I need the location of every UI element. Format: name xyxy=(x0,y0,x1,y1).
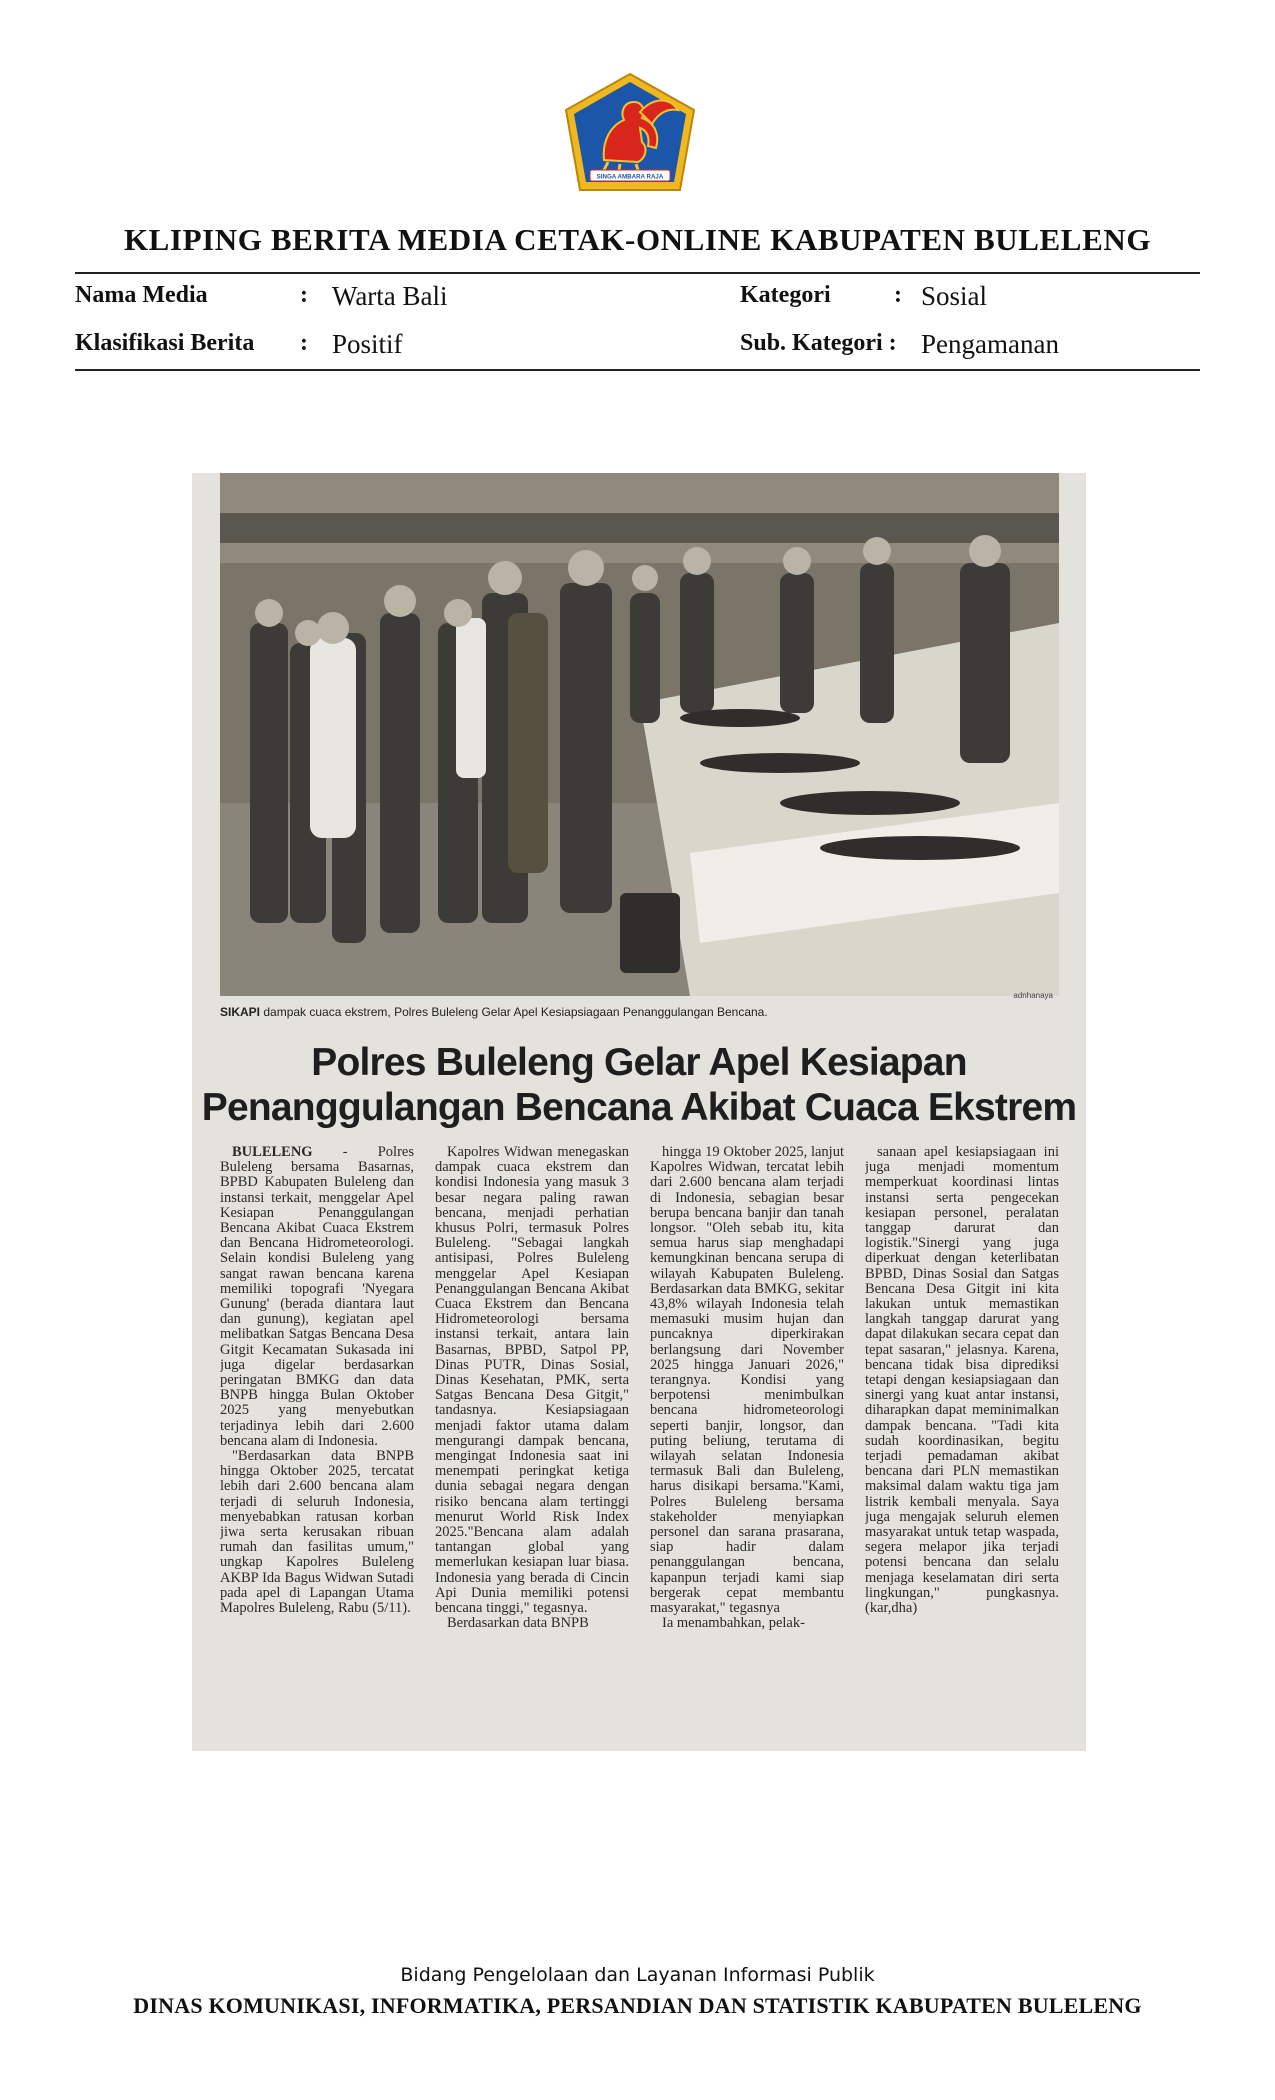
klasifikasi-value: Positif xyxy=(332,329,403,359)
apel-photo xyxy=(220,473,1059,996)
header-rule-top xyxy=(75,272,1200,274)
article-column-4 xyxy=(865,1145,1059,1745)
svg-text:SINGA AMBARA RAJA: SINGA AMBARA RAJA xyxy=(596,173,664,181)
article-column-3 xyxy=(650,1145,844,1745)
article-paragraph: Ia menambahkan, pelak- xyxy=(662,1615,805,1632)
footer-bidang: Bidang Pengelolaan dan Layanan Informasi Publik xyxy=(400,1964,875,1986)
article-paragraph: "Berdasarkan data BNPB hingga Oktober 2025, tercatat lebih dari 2.600 bencana alam terjadi di seluruh Indonesia, menyebabkan ratusan korban jiwa serta kerusakan ribuan rumah dan fasilitas umum," ungkap Kapolres Buleleng AKBP Ida Bagus Widwan Sutadi pada apel di Lapangan Utama Mapolres Buleleng, Rabu (5/11). xyxy=(220,1448,414,1617)
article-column-2 xyxy=(435,1145,629,1745)
kategori-value: Sosial xyxy=(921,281,988,311)
article-paragraph: sanaan apel kesiapsiagaan ini juga menjadi momentum memperkuat koordinasi lintas instansi serta pengecekan kesiapan personel, peralatan tanggap darurat dan logistik."Sinergi yang juga diperkuat dengan keterlibatan BPBD, Dinas Sosial dan Satgas Bencana Desa Gitgit ini kita lakukan untuk memastikan langkah tanggap darurat yang dapat dilakukan secara cepat dan tepat sasaran," jelasnya. Karena, bencana tidak bisa diprediksi tetapi dengan kesiapsiagaan dan sinergi yang kuat antar instansi, diharapkan dapat meminimalkan dampak bencana. "Tadi kita sudah koordinasikan, begitu terjadi pemadaman akibat bencana dari PLN memastikan maksimal dalam waktu tiga jam listrik kembali menyala. Saya juga mengajak seluruh elemen masyarakat untuk tetap waspada, segera melapor jika terjadi potensi bencana dan selalu menjaga keselamatan diri serta lingkungan," pungkasnya. (kar,dha) xyxy=(865,1145,1059,1617)
caption-lead: SIKAPI xyxy=(220,1005,261,1019)
meta-row-2 xyxy=(75,330,1200,370)
meta-row-1 xyxy=(75,282,1200,322)
photo-caption xyxy=(220,991,1059,1019)
subkategori-label: Sub. Kategori : xyxy=(740,330,897,356)
klasifikasi-label: Klasifikasi Berita xyxy=(75,330,255,356)
article-body xyxy=(220,1145,1062,1745)
caption-text: dampak cuaca ekstrem, Polres Buleleng Gelar Apel Kesiapsiagaan Penanggulangan Bencana. xyxy=(260,1005,768,1019)
article-paragraph: Kapolres Widwan menegaskan dampak cuaca ekstrem dan kondisi Indonesia yang masuk 3 besar negara paling rawan bencana, menjadi perhatian khusus Polri, termasuk Polres Buleleng. "Sebagai langkah antisipasi, Polres Buleleng menggelar Apel Kesiapan Penanggulangan Bencana Akibat Cuaca Ekstrem dan Bencana Hidrometeorologi bersama instansi terkait, antara lain Basarnas, BPBD, Satpol PP, Dinas PUTR, Dinas Sosial, Dinas Kesehatan, PMK, serta Satgas Bencana Desa Gitgit," tandasnya. Kesiapsiagaan menjadi faktor utama dalam mengurangi dampak bencana, mengingat Indonesia saat ini menempati peringkat ketiga dunia sebagai negara dengan risiko bencana alam tertinggi menurut World Risk Index 2025."Bencana alam adalah tantangan global yang memerlukan kesiapan luar biasa. Indonesia yang berada di Cincin Api Dunia memiliki potensi bencana tinggi," tegasnya. xyxy=(435,1145,629,1617)
klasifikasi-colon: : xyxy=(300,330,308,356)
article-paragraph: BULELENG - Polres Buleleng bersama Basarnas, BPBD Kabupaten Buleleng dan instansi terkait, menggelar Apel Kesiapan Penanggulangan Bencana Akibat Cuaca Ekstrem dan Bencana Hidrometeorologi. Selain kondisi Buleleng yang sangat rawan bencana karena memiliki topografi 'Nyegara Gunung' (berada diantara laut dan gunung), kegiatan apel melibatkan Satgas Bencana Desa Gitgit Kecamatan Sukasada ini juga digelar berdasarkan peringatan BMKG dan data BNPB hingga Bulan Oktober 2025 yang menyebutkan terjadinya lebih dari 2.600 bencana alam di Indonesia. xyxy=(220,1145,414,1449)
article-paragraph: Berdasarkan data BNPB xyxy=(447,1615,589,1632)
kabupaten-buleleng-logo xyxy=(562,72,698,196)
media-value: Warta Bali xyxy=(332,281,448,311)
subkategori-value: Pengamanan xyxy=(921,329,1059,359)
page-title: KLIPING BERITA MEDIA CETAK-ONLINE KABUPATEN BULELENG xyxy=(123,222,1152,257)
kategori-colon: : xyxy=(894,282,902,308)
headline-line-1: Polres Buleleng Gelar Apel Kesiapan xyxy=(311,1041,967,1084)
photo-credit: adnhanaya xyxy=(1013,991,1053,1000)
article-paragraph: hingga 19 Oktober 2025, lanjut Kapolres Widwan, tercatat lebih dari 2.600 bencana alam terjadi di Indonesia, sebagian besar berupa bencana banjir dan tanah longsor. "Oleh sebab itu, kita semua harus siap menghadapi kemungkinan bencana serupa di wilayah Kabupaten Buleleng. Berdasarkan data BMKG, sekitar 43,8% wilayah Indonesia telah memasuki musim hujan dan puncaknya diperkirakan berlangsung dari November 2025 hingga Januari 2026," terangnya. Kondisi yang berpotensi menimbulkan bencana hidrometeorologi seperti banjir, longsor, dan puting beliung, terutama di wilayah selatan Indonesia termasuk Bali dan Buleleng, harus disikapi bersama."Kami, Polres Buleleng bersama stakeholder menyiapkan personel dan sarana prasarana, siap hadir dalam penanggulangan bencana, kapanpun terjadi kami siap bergerak cepat membantu masyarakat," tegasnya xyxy=(650,1145,844,1617)
newspaper-clipping xyxy=(192,473,1086,1751)
kategori-label: Kategori xyxy=(740,282,831,308)
header-rule-bottom xyxy=(75,369,1200,371)
media-colon: : xyxy=(300,282,308,308)
headline-line-2: Penanggulangan Bencana Akibat Cuaca Ekstrem xyxy=(201,1086,1077,1129)
dateline: BULELENG xyxy=(232,1145,313,1160)
footer-dinas: DINAS KOMUNIKASI, INFORMATIKA, PERSANDIAN DAN STATISTIK KABUPATEN BULELENG xyxy=(133,1993,1142,2018)
article-column-1 xyxy=(220,1145,414,1745)
media-label: Nama Media xyxy=(75,282,208,308)
